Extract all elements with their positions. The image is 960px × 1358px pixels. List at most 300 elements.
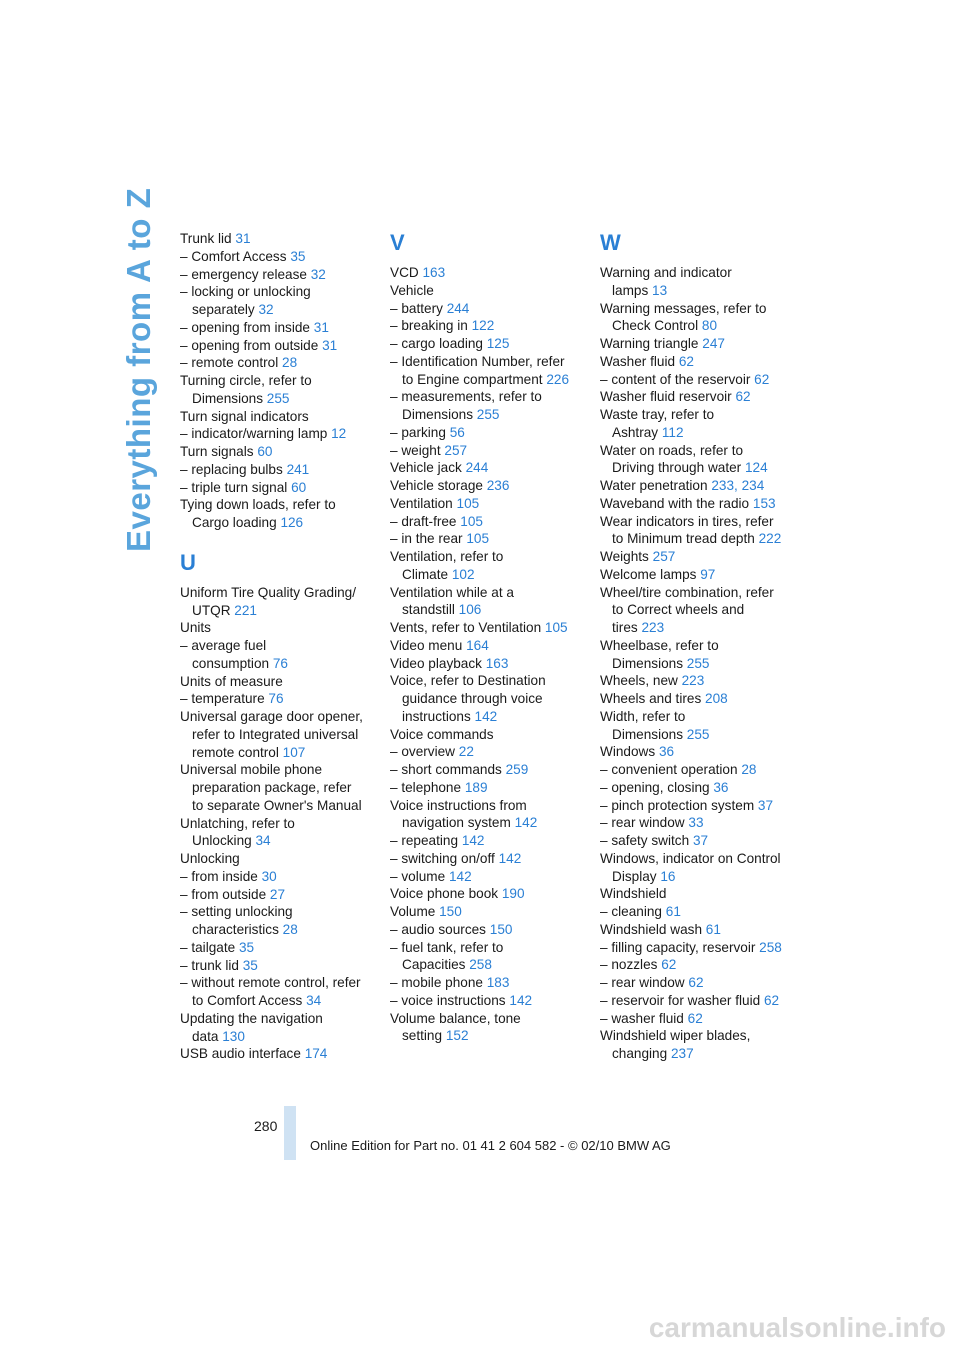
index-entry-text: to Engine compartment bbox=[402, 371, 543, 387]
index-entry-text: – battery bbox=[390, 300, 443, 316]
index-entry-continuation bbox=[600, 655, 800, 673]
index-entry-continuation bbox=[600, 1045, 800, 1063]
index-entry bbox=[600, 388, 800, 406]
index-entry-text: – switching on/off bbox=[390, 850, 495, 866]
index-entry-text: – from inside bbox=[180, 868, 258, 884]
index-entry bbox=[600, 335, 800, 353]
page-reference-link[interactable]: 31 bbox=[313, 319, 329, 335]
page-reference-link[interactable]: 189 bbox=[464, 779, 488, 795]
index-entry-continuation bbox=[390, 1027, 590, 1045]
index-entry-text: – breaking in bbox=[390, 318, 468, 334]
index-entry-text: – without remote control, refer bbox=[180, 975, 361, 991]
page-reference-link[interactable]: 150 bbox=[439, 904, 462, 919]
index-entry-text: Universal garage door opener, bbox=[180, 709, 363, 724]
page-reference-link[interactable]: 62 bbox=[661, 957, 677, 973]
index-entry-text: to Comfort Access bbox=[192, 993, 303, 1008]
index-entry-text: – Identification Number, refer bbox=[390, 353, 565, 369]
page-reference-link[interactable]: 125 bbox=[486, 336, 510, 351]
index-entry bbox=[180, 850, 380, 868]
index-entry-text: – fuel tank, refer to bbox=[390, 939, 504, 955]
index-entry-text: separately bbox=[192, 302, 255, 317]
index-entry bbox=[390, 974, 590, 992]
index-entry-text: Water penetration bbox=[600, 478, 708, 493]
index-entry bbox=[390, 424, 590, 442]
page-reference-link[interactable]: 34 bbox=[306, 993, 322, 1008]
index-entry bbox=[390, 584, 590, 602]
page-reference-link[interactable]: 61 bbox=[705, 921, 721, 937]
page-reference-link[interactable]: 142 bbox=[461, 833, 485, 848]
index-entry bbox=[600, 477, 800, 495]
page-reference-link[interactable]: 124 bbox=[744, 460, 768, 476]
index-entry bbox=[600, 956, 800, 974]
page-reference-link[interactable]: 105 bbox=[466, 531, 490, 547]
index-entry bbox=[390, 317, 590, 335]
index-entry bbox=[600, 743, 800, 761]
page-reference-link[interactable]: 76 bbox=[272, 655, 288, 671]
page-reference-link[interactable]: 35 bbox=[242, 957, 258, 973]
page-reference-link[interactable]: 32 bbox=[310, 266, 326, 282]
page-reference-link[interactable]: 257 bbox=[444, 442, 468, 458]
index-entry-text: Windshield wiper blades, bbox=[600, 1028, 751, 1044]
page-reference-link[interactable]: 22 bbox=[458, 744, 474, 760]
index-entry-text: Volume balance, tone bbox=[390, 1010, 521, 1026]
index-entry bbox=[600, 992, 800, 1010]
index-entry-continuation bbox=[180, 921, 380, 939]
page-reference-link[interactable]: 105 bbox=[460, 513, 483, 529]
index-entry-text: Unlocking bbox=[180, 851, 240, 866]
index-entry bbox=[390, 779, 590, 797]
page-reference-link[interactable]: 32 bbox=[258, 302, 274, 317]
index-entry-continuation bbox=[600, 726, 800, 744]
index-entry bbox=[600, 761, 800, 779]
footer-edition-text: Online Edition for Part no. 01 41 2 604 582 - © 02/10 BMW AG bbox=[310, 1138, 671, 1153]
index-entry-text: Check Control bbox=[612, 318, 699, 334]
page-reference-link[interactable]: 163 bbox=[485, 655, 509, 671]
index-entry-text: Voice, refer to Destination bbox=[390, 673, 546, 689]
index-entry bbox=[390, 672, 590, 690]
index-entry-continuation bbox=[390, 371, 590, 389]
index-entry-text: remote control bbox=[192, 744, 279, 760]
index-entry bbox=[390, 992, 590, 1010]
section-title-text: Everything from A to Z bbox=[120, 187, 157, 552]
page-reference-link[interactable]: 33 bbox=[688, 815, 704, 831]
index-entry-continuation bbox=[600, 868, 800, 886]
index-entry bbox=[390, 300, 590, 318]
page-reference-link[interactable]: 142 bbox=[474, 708, 498, 724]
page-reference-link[interactable]: 174 bbox=[304, 1046, 328, 1062]
page-reference-link[interactable]: 76 bbox=[268, 691, 284, 707]
page-reference-link[interactable]: 244 bbox=[446, 300, 470, 316]
index-entry bbox=[180, 1045, 380, 1063]
page-reference-link[interactable]: 233, 234 bbox=[711, 478, 765, 493]
page-number: 280 bbox=[254, 1118, 278, 1134]
page-reference-link[interactable]: 16 bbox=[660, 868, 676, 884]
page-reference-link[interactable]: 152 bbox=[445, 1028, 469, 1044]
page-reference-link[interactable]: 97 bbox=[700, 566, 716, 582]
index-entry-text: Windshield bbox=[600, 886, 667, 902]
page-reference-link[interactable]: 34 bbox=[255, 833, 271, 849]
page-reference-link[interactable]: 112 bbox=[661, 424, 684, 440]
index-entry-text: – washer fluid bbox=[600, 1010, 684, 1026]
index-entry-text: Universal mobile phone bbox=[180, 762, 323, 778]
index-entry bbox=[180, 868, 380, 886]
page-reference-link[interactable]: 105 bbox=[544, 620, 568, 635]
index-entry-text: – rear window bbox=[600, 815, 685, 831]
index-entry-continuation bbox=[390, 601, 590, 619]
index-entry-text: Ventilation, refer to bbox=[390, 549, 504, 564]
index-entry-text: – average fuel bbox=[180, 638, 267, 653]
page-reference-link[interactable]: 150 bbox=[489, 921, 513, 937]
index-entry-text: Units of measure bbox=[180, 673, 283, 689]
index-entry bbox=[390, 1010, 590, 1028]
index-entry-text: instructions bbox=[402, 708, 471, 724]
page-reference-link[interactable]: 102 bbox=[451, 566, 475, 582]
page-reference-link[interactable]: 31 bbox=[322, 337, 338, 353]
page-reference-link[interactable]: 60 bbox=[257, 444, 273, 459]
index-entry-text: lamps bbox=[612, 282, 649, 298]
index-entry-text: Driving through water bbox=[612, 460, 742, 476]
index-entry-continuation bbox=[390, 956, 590, 974]
index-entry-continuation bbox=[600, 530, 800, 548]
index-entry-text: – emergency release bbox=[180, 266, 307, 282]
page-reference-link[interactable]: 107 bbox=[282, 744, 306, 760]
page-reference-link[interactable]: 13 bbox=[652, 282, 668, 298]
page-reference-link[interactable]: 122 bbox=[471, 318, 495, 334]
page-reference-link[interactable]: 244 bbox=[465, 460, 489, 476]
page-reference-link[interactable]: 60 bbox=[291, 479, 307, 495]
index-entry-text: Video menu bbox=[390, 637, 463, 653]
page-reference-link[interactable]: 37 bbox=[692, 833, 709, 848]
index-entry-text: Unlatching, refer to bbox=[180, 815, 295, 831]
index-entry-text: – parking bbox=[390, 424, 446, 440]
index-entry bbox=[600, 264, 800, 282]
index-entry bbox=[390, 513, 590, 531]
index-entry bbox=[390, 282, 590, 300]
index-entry bbox=[600, 371, 800, 389]
index-entry bbox=[180, 815, 380, 833]
index-entry-text: Capacities bbox=[402, 957, 466, 973]
index-entry bbox=[390, 619, 590, 637]
index-entry-text: – locking or unlocking bbox=[180, 284, 311, 300]
index-entry-text: to Minimum tread depth bbox=[612, 531, 755, 547]
index-entry bbox=[600, 779, 800, 797]
index-entry bbox=[600, 353, 800, 371]
index-entry bbox=[600, 637, 800, 655]
index-entry-text: – nozzles bbox=[600, 957, 658, 973]
index-entry-text: refer to Integrated universal bbox=[192, 726, 359, 742]
index-entry bbox=[600, 672, 800, 690]
index-entry-text: setting bbox=[402, 1028, 443, 1044]
page-reference-link[interactable]: 255 bbox=[686, 655, 710, 671]
index-entry bbox=[600, 903, 800, 921]
index-entry-text: Windows bbox=[600, 744, 656, 760]
page-reference-link[interactable]: 153 bbox=[752, 495, 776, 511]
page-reference-link[interactable]: 142 bbox=[509, 992, 533, 1008]
index-entry bbox=[180, 230, 380, 248]
index-entry bbox=[600, 406, 800, 424]
page-reference-link[interactable]: 142 bbox=[498, 850, 522, 866]
index-entry bbox=[600, 566, 800, 584]
index-entry bbox=[600, 797, 800, 815]
index-entry-text: – reservoir for washer fluid bbox=[600, 992, 761, 1008]
page-reference-link[interactable]: 258 bbox=[469, 957, 492, 973]
page-reference-link[interactable]: 237 bbox=[670, 1046, 694, 1061]
index-entry-continuation bbox=[600, 282, 800, 300]
index-entry-text: – filling capacity, reservoir bbox=[600, 939, 756, 955]
index-entry-text: Updating the navigation bbox=[180, 1010, 323, 1026]
index-entry-text: – setting unlocking bbox=[180, 904, 293, 920]
page-reference-link[interactable]: 258 bbox=[759, 939, 782, 955]
page-reference-link[interactable]: 208 bbox=[705, 691, 728, 706]
index-entry-text: Waveband with the radio bbox=[600, 495, 750, 511]
index-entry bbox=[390, 743, 590, 761]
index-entry-text: Wheels, new bbox=[600, 673, 678, 689]
index-entry-text: – draft-free bbox=[390, 513, 457, 529]
index-entry-text: – repeating bbox=[390, 833, 459, 848]
index-entry bbox=[600, 548, 800, 566]
index-entry-text: USB audio interface bbox=[180, 1046, 301, 1062]
index-entry-continuation bbox=[180, 514, 380, 532]
index-entry-continuation bbox=[390, 406, 590, 424]
page-reference-link[interactable]: 30 bbox=[261, 868, 277, 884]
page-reference-link[interactable]: 126 bbox=[280, 515, 304, 530]
page-reference-link[interactable]: 37 bbox=[757, 797, 774, 813]
page-reference-link[interactable]: 105 bbox=[456, 495, 480, 511]
index-entry-continuation bbox=[180, 797, 380, 815]
index-entry-text: – opening, closing bbox=[600, 779, 710, 795]
page-reference-link[interactable]: 31 bbox=[235, 231, 251, 246]
index-entry-text: preparation package, refer bbox=[192, 780, 352, 795]
page-reference-link[interactable]: 36 bbox=[658, 744, 675, 760]
index-entry-text: standstill bbox=[402, 602, 455, 618]
index-entry-text: data bbox=[192, 1028, 219, 1044]
index-entry bbox=[390, 903, 590, 921]
index-entry-text: Turn signals bbox=[180, 444, 254, 459]
index-entry-text: – mobile phone bbox=[390, 975, 483, 990]
index-entry bbox=[600, 513, 800, 531]
section-title-vertical bbox=[112, 187, 172, 560]
index-entry-text: Voice commands bbox=[390, 726, 494, 742]
index-entry bbox=[180, 479, 380, 497]
page-reference-link[interactable]: 255 bbox=[476, 407, 500, 422]
index-entry-text: – measurements, refer to bbox=[390, 389, 542, 405]
page-reference-link[interactable]: 106 bbox=[458, 602, 482, 618]
page-reference-link[interactable]: 247 bbox=[702, 336, 725, 351]
index-entry bbox=[390, 335, 590, 353]
index-entry-text: Video playback bbox=[390, 655, 482, 671]
index-entry bbox=[600, 939, 800, 957]
index-letter-heading: V bbox=[390, 230, 405, 255]
index-entry-text: Wheels and tires bbox=[600, 691, 702, 706]
index-entry bbox=[390, 353, 590, 371]
index-entry bbox=[390, 264, 590, 282]
index-entry-text: – temperature bbox=[180, 691, 265, 707]
page-reference-link[interactable]: 223 bbox=[641, 620, 665, 635]
index-entry-text: – audio sources bbox=[390, 921, 486, 937]
page-reference-link[interactable]: 62 bbox=[687, 1010, 703, 1026]
page-reference-link[interactable]: 183 bbox=[486, 975, 510, 990]
index-entry bbox=[180, 354, 380, 372]
index-entry-text: – Comfort Access bbox=[180, 248, 287, 264]
index-entry bbox=[390, 495, 590, 513]
page-reference-link[interactable]: 236 bbox=[486, 478, 510, 493]
page-reference-link[interactable]: 163 bbox=[422, 265, 446, 280]
page-reference-link[interactable]: 190 bbox=[501, 886, 525, 902]
page-reference-link[interactable]: 142 bbox=[514, 815, 538, 831]
index-entry bbox=[390, 885, 590, 903]
page-reference-link[interactable]: 255 bbox=[686, 726, 710, 742]
index-entry-text: Welcome lamps bbox=[600, 566, 697, 582]
index-entry bbox=[600, 300, 800, 318]
page-reference-link[interactable]: 62 bbox=[763, 992, 780, 1008]
index-entry-continuation bbox=[180, 992, 380, 1010]
index-entry bbox=[600, 1027, 800, 1045]
page-reference-link[interactable]: 56 bbox=[449, 424, 465, 440]
index-entry bbox=[600, 885, 800, 903]
page-reference-link[interactable]: 223 bbox=[681, 673, 705, 689]
index-entry bbox=[390, 850, 590, 868]
index-entry bbox=[180, 584, 380, 602]
index-entry bbox=[390, 655, 590, 673]
index-entry bbox=[390, 868, 590, 886]
watermark-logo: carmanualsonline.info bbox=[648, 1312, 946, 1343]
index-entry-text: – short commands bbox=[390, 762, 502, 777]
page-reference-link[interactable]: 36 bbox=[713, 779, 729, 795]
index-column-1 bbox=[180, 230, 380, 1063]
index-entry bbox=[180, 1010, 380, 1028]
page-reference-link[interactable]: 28 bbox=[282, 355, 298, 371]
page-reference-link[interactable]: 222 bbox=[758, 531, 782, 547]
index-entry bbox=[390, 459, 590, 477]
index-entry bbox=[180, 974, 380, 992]
index-entry-text: – tailgate bbox=[180, 939, 236, 955]
index-entry-text: Warning triangle bbox=[600, 336, 699, 351]
index-entry bbox=[600, 921, 800, 939]
page-reference-link[interactable]: 62 bbox=[678, 353, 694, 369]
index-entry-text: Warning messages, refer to bbox=[600, 300, 767, 316]
index-letter-heading: U bbox=[180, 549, 196, 575]
index-entry-text: – cleaning bbox=[600, 904, 662, 919]
page-reference-link[interactable]: 62 bbox=[754, 371, 770, 387]
page-reference-link[interactable]: 221 bbox=[234, 602, 257, 618]
page-reference-link[interactable]: 259 bbox=[505, 762, 529, 777]
index-entry bbox=[390, 548, 590, 566]
index-entry bbox=[180, 690, 380, 708]
index-entry bbox=[180, 337, 380, 355]
page-reference-link[interactable]: 62 bbox=[688, 975, 704, 990]
index-letter-heading: W bbox=[600, 230, 621, 255]
page-reference-link[interactable]: 130 bbox=[222, 1028, 245, 1044]
index-entry-text: Turn signal indicators bbox=[180, 408, 309, 424]
index-entry-continuation bbox=[390, 708, 590, 726]
index-column-3 bbox=[600, 230, 800, 1063]
page-reference-link[interactable]: 142 bbox=[448, 868, 472, 884]
index-entry-text: Windows, indicator on Control bbox=[600, 850, 781, 866]
index-entry-text: – indicator/warning lamp bbox=[180, 426, 328, 442]
page-reference-link[interactable]: 241 bbox=[286, 461, 310, 477]
index-entry bbox=[180, 443, 380, 461]
index-entry-text: – opening from outside bbox=[180, 337, 319, 353]
page-reference-link[interactable]: 28 bbox=[741, 762, 757, 777]
index-entry bbox=[180, 761, 380, 779]
index-entry bbox=[180, 408, 380, 426]
index-entry bbox=[180, 903, 380, 921]
index-entry-text: Cargo loading bbox=[192, 515, 277, 530]
index-entry bbox=[600, 708, 800, 726]
index-entry-text: Warning and indicator bbox=[600, 265, 732, 280]
page-reference-link[interactable]: 35 bbox=[238, 939, 255, 955]
index-entry-text: – convenient operation bbox=[600, 762, 738, 777]
index-entry-text: – remote control bbox=[180, 355, 279, 371]
page-reference-link[interactable]: 80 bbox=[701, 318, 718, 334]
page-reference-link[interactable]: 255 bbox=[266, 390, 290, 406]
index-entry bbox=[600, 814, 800, 832]
index-entry bbox=[180, 461, 380, 479]
page-reference-link[interactable]: 61 bbox=[665, 904, 681, 919]
index-entry bbox=[180, 939, 380, 957]
index-entry bbox=[390, 761, 590, 779]
index-entry-text: Voice phone book bbox=[390, 886, 499, 902]
index-entry-text: – safety switch bbox=[600, 833, 690, 848]
page-reference-link[interactable]: 62 bbox=[735, 389, 751, 405]
index-entry-continuation bbox=[600, 317, 800, 335]
index-entry bbox=[180, 266, 380, 284]
index-entry bbox=[600, 850, 800, 868]
page-reference-link[interactable]: 28 bbox=[282, 922, 298, 937]
index-entry-text: Ventilation while at a bbox=[390, 584, 514, 600]
index-entry-continuation bbox=[600, 424, 800, 442]
index-entry-text: Washer fluid reservoir bbox=[600, 389, 732, 405]
index-entry bbox=[600, 1010, 800, 1028]
page-reference-link[interactable]: 226 bbox=[546, 371, 570, 387]
index-entry-text: – telephone bbox=[390, 779, 462, 795]
page-reference-link[interactable]: 257 bbox=[652, 549, 676, 564]
index-entry-continuation bbox=[180, 744, 380, 762]
index-entry-text: changing bbox=[612, 1046, 668, 1061]
index-entry-text: Wear indicators in tires, refer bbox=[600, 513, 774, 529]
index-entry-text: – voice instructions bbox=[390, 992, 506, 1008]
page-reference-link[interactable]: 12 bbox=[331, 426, 347, 442]
index-entry bbox=[180, 708, 380, 726]
index-entry bbox=[600, 495, 800, 513]
index-entry-text: – trunk lid bbox=[180, 957, 239, 973]
index-entry bbox=[180, 886, 380, 904]
index-entry-text: Waste tray, refer to bbox=[600, 407, 715, 422]
index-entry-continuation bbox=[180, 1028, 380, 1046]
index-entry-text: Dimensions bbox=[612, 726, 684, 742]
index-entry-text: Vehicle bbox=[390, 282, 434, 298]
index-entry bbox=[180, 283, 380, 301]
page-reference-link[interactable]: 35 bbox=[290, 248, 306, 264]
page-reference-link[interactable]: 164 bbox=[466, 637, 489, 653]
index-entry-text: Dimensions bbox=[192, 390, 264, 406]
index-entry-text: Uniform Tire Quality Grading/ bbox=[180, 584, 357, 600]
index-entry-text: Vehicle storage bbox=[390, 478, 483, 493]
index-entry-text: to Correct wheels and bbox=[612, 602, 745, 618]
index-entry-text: – opening from inside bbox=[180, 319, 310, 335]
page-reference-link[interactable]: 27 bbox=[269, 886, 286, 902]
index-entry-text: – from outside bbox=[180, 886, 267, 902]
index-entry-text: – in the rear bbox=[390, 531, 463, 547]
index-entry-text: consumption bbox=[192, 655, 270, 671]
index-entry-continuation bbox=[600, 601, 800, 619]
index-entry-text: Climate bbox=[402, 566, 449, 582]
index-entry-text: characteristics bbox=[192, 922, 279, 937]
index-entry-continuation bbox=[600, 459, 800, 477]
index-entry bbox=[180, 372, 380, 390]
index-entry-text: Weights bbox=[600, 549, 649, 564]
index-entry bbox=[600, 584, 800, 602]
